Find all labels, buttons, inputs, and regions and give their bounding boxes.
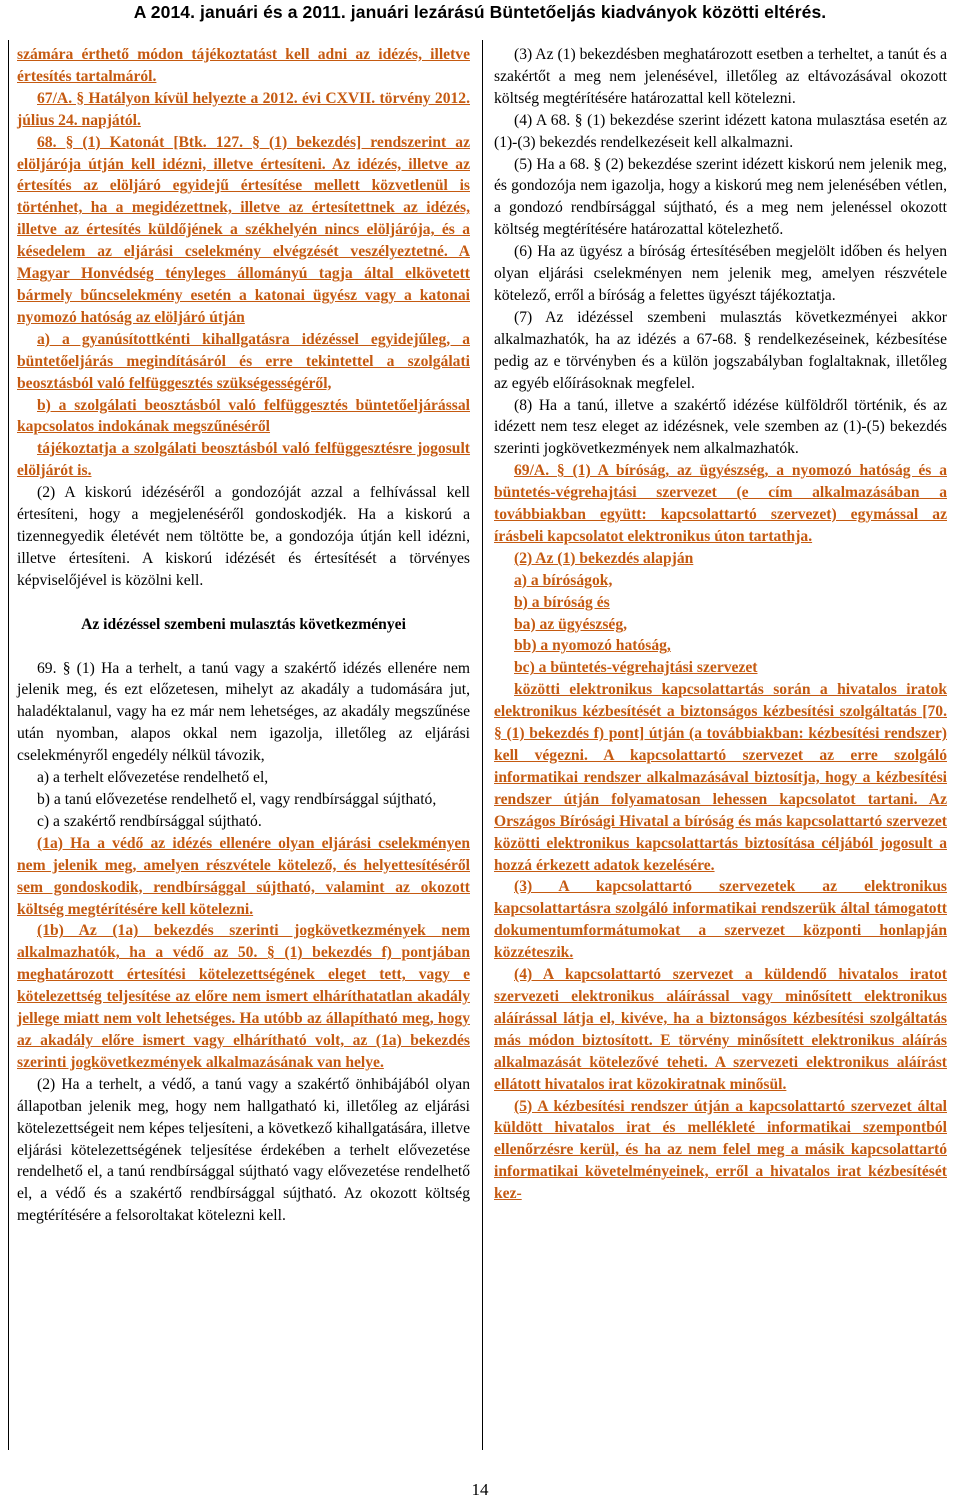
paragraph: a) a bíróságok, (514, 571, 613, 589)
paragraph: (3) A kapcsolattartó szervezetek az elektronikus kapcsolattartásra szolgáló informatikai rendszerük által támogatott dokumentumformátumokat a szervezet központi honlapján közzéteszik. (494, 878, 947, 962)
paragraph: (8) Ha a tanú, illetve a szakértő idézése külföldről történik, és az idézett nem tesz eleget az idézésnek, vele szemben az (1)-(5) bekezdés szerinti jogkövetkezmények nem alkalmazhatók. (494, 396, 947, 458)
paragraph: (2) A kiskorú idézéséről a gondozóját azzal a felhívással kell értesíteni, hogy a megjelenéséről gondoskodjék. Ha a kiskorú a tizennegyedik életévét nem töltötte be, a gondozója útján kell idézni, illetve értesíteni. A kiskorú idézését és értesítését a törvényes képviselőjével is közölni kell. (17, 484, 470, 589)
paragraph: b) a tanú elővezetése rendelhető el, vagy rendbírsággal sújtható, (37, 791, 437, 808)
paragraph: bb) a nyomozó hatóság, (514, 637, 671, 655)
paragraph: bc) a büntetés-végrehajtási szervezet (514, 659, 758, 677)
paragraph: (3) Az (1) bekezdésben meghatározott esetben a terheltet, a tanút és a szakértőt a meg nem jelenésével, illetőleg az eltávozásával okozott költség megtérítésére határozattal kell kötelezni. (494, 46, 947, 107)
spacer (17, 636, 470, 658)
paragraph: tájékoztatja a szolgálati beosztásból való felfüggesztésre jogosult elöljárót is. (17, 440, 470, 480)
spacer (17, 592, 470, 614)
paragraph: (4) A 68. § (1) bekezdése szerint idézett katona mulasztása esetén az (1)-(3) bekezdés rendelkezéseit kell alkalmazni. (494, 111, 947, 151)
paragraph: (2) Az (1) bekezdés alapján (514, 549, 694, 567)
paragraph: (6) Ha az ügyész a bíróság értesítésében megjelölt időben és helyen olyan eljárási cselekményen nem jelenik meg, amelyen részvétele kötelező, erről a bíróság a felettes ügyészt tájékoztatja. (494, 243, 947, 304)
paragraph: 69/A. § (1) A bíróság, az ügyészség, a nyomozó hatóság és a büntetés-végrehajtási szervezet (e cím alkalmazásában a továbbiakban együtt: kapcsolattartó szervezet) egymással az írásbeli kapcsolatot elektronikus úton tartathja. (494, 462, 947, 545)
paragraph: c) a szakértő rendbírsággal sújtható. (37, 812, 262, 830)
paragraph: (7) Az idézéssel szembeni mulasztás következményei akkor alkalmazhatók, ha az idézés a 67-68. § rendelkezéseinek, kézbesítése pedig az e törvényben és a külön jogszabályban foglaltaknak, illetőleg az egyéb előírásoknak megfelel. (494, 308, 947, 392)
column-rule-right (482, 40, 483, 1450)
paragraph: (2) Ha a terhelt, a védő, a tanú vagy a szakértő önhibájából olyan állapotban jelenik meg, hogy nem hallgatható ki, illetőleg az eljárási kötelezettségeit nem képes teljesíteni, a következő kihallgatására, illetve eljárási kötelezettségének teljesítése érdekében a terhelt elővezetése rendelhető el, a tanú rendbírsággal sújtható vagy elővezetése rendelhető el, a védő és a szakértő rendbírsággal sújtható. Az okozott költség megtérítésére a felsoroltakat kötelezni kell. (17, 1075, 470, 1225)
paragraph: (1a) Ha a védő az idézés ellenére olyan eljárási cselekményen nem jelenik meg, amelyen részvétele kötelező, és helyettesítéséről sem gondoskodik, rendbírsággal sújtható, valamint az okozott költség megtérítésére kell kötelezni. (17, 834, 470, 918)
paragraph: (1b) Az (1a) bekezdés szerinti jogkövetkezmények nem alkalmazhatók, ha a védő az 50. § (1) bekezdés f) pontjában meghatározott értesítési kötelezettségének eleget tett, vagy e kötelezettség teljesítése az előre nem ismert elháríthatatlan akadály jellege miatt nem volt lehetséges. Ha utóbb az állapítható meg, hogy az akadály előre ismert vagy elhárítható volt, az (1a) bekezdés szerinti jogkövetkezmények alkalmazásának van helye. (17, 922, 470, 1071)
paragraph: ba) az ügyészség, (514, 615, 628, 633)
right-column (494, 44, 947, 1205)
paragraph: a) a gyanúsítottkénti kihallgatásra idézéssel egyidejűleg, a büntetőeljárás megindításáról és erre tekintettel a szolgálati beosztásból való felfüggesztés szükségességéről, (17, 330, 470, 392)
paragraph: 67/A. § Hatályon kívül helyezte a 2012. évi CXVII. törvény 2012. július 24. napjától. (17, 89, 470, 129)
paragraph: 69. § (1) Ha a terhelt, a tanú vagy a szakértő idézés ellenére nem jelenik meg, és ezt előzetesen, mihelyt az akadály a tudomására jut, haladéktalanul, vagy ha ez már nem lehetséges, az akadály megszűnése után nyomban, alapos okkal nem igazolja, illetőleg az eljárási cselekményről engedély nélkül távozik, (17, 659, 470, 765)
paragraph: (5) Ha a 68. § (2) bekezdése szerint idézett kiskorú nem jelenik meg, és gondozója nem igazolja, hogy a kiskorú meg nem jelenésében vétlen, a gondozó rendbírsággal sújtható, és a meg nem jelenéssel okozott költség megtérítésére határozattal kötelezhető. (494, 155, 947, 239)
paragraph: (5) A kézbesítési rendszer útján a kapcsolattartó szervezet által küldött hivatalos irat és mellékleté informatikai szempontból ellenőrzésre kerül, és ha az nem felel meg a másik kapcsolattartó informatikai követelményeinek, erről a hivatalos irat kézbesítését kez- (494, 1097, 947, 1203)
paragraph: b) a bíróság és (514, 593, 610, 611)
paragraph: b) a szolgálati beosztásból való felfüggesztés büntetőeljárással kapcsolatos indokának megszűnéséről (17, 396, 470, 436)
section-heading: Az idézéssel szembeni mulasztás következményei (81, 615, 406, 633)
paragraph: (4) A kapcsolattartó szervezet a küldendő hivatalos iratot szervezeti elektronikus aláírással vagy minősített elektronikus aláírással látja el, kivéve, ha a biztonságos kézbesítési szolgáltatás más módon biztosított. E törvény minősített elektronikus aláírás alkalmazását kötelezővé teheti. A szervezeti elektronikus aláírást ellátott hivatalos irat közokiratnak minősül. (494, 966, 947, 1093)
paragraph: közötti elektronikus kapcsolattartás során a hivatalos iratok elektronikus kézbesítését a biztonságos kézbesítési szolgáltatás [70. § (1) bekezdés f) pont] útján (a továbbiakban: kézbesítési rendszer) kell végezni. A kapcsolattartó szervezet az erre szolgáló informatikai rendszer alkalmazásával biztosítja, hogy a kézbesítési rendszer útján folyamatosan lehessen kapcsolatot tartani. Az Országos Bírósági Hivatal a bíróság és más kapcsolattartó szervezet közötti elektronikus kapcsolattartás biztosítása céljából jogosult a hozzá érkezett adatok kezelésére. (494, 681, 947, 874)
column-rule-left (8, 40, 9, 1450)
page-number: 14 (471, 1480, 489, 1499)
paragraph: 68. § (1) Katonát [Btk. 127. § (1) bekezdés] rendszerint az elöljárója útján kell idézni, illetve értesíteni. Az idézés, illetve az értesítés az elöljáró egyidejű értesítése mellett közvetlenül is történhet, ha a megidézettnek, illetve az értesítettnek az idézés, illetve az értesítés küldőjének a székhelyén nincs elöljárója, és a késedelem az eljárási cselekmény elvégzését veszélyeztetné. A Magyar Honvédség tényleges állományú tagja által elkövetett bármely bűncselekmény esetén a katonai ügyész vagy a katonai nyomozó hatóság az elöljáró útján (17, 133, 470, 326)
paragraph: számára érthető módon tájékoztatást kell adni az idézés, illetve értesítés tartalmáról. (17, 46, 470, 85)
paragraph: a) a terhelt elővezetése rendelhető el, (37, 769, 269, 787)
left-column (17, 44, 470, 1227)
page-header: A 2014. januári és a 2011. januári lezárású Büntetőeljás kiadványok közötti eltérés. (133, 2, 827, 22)
